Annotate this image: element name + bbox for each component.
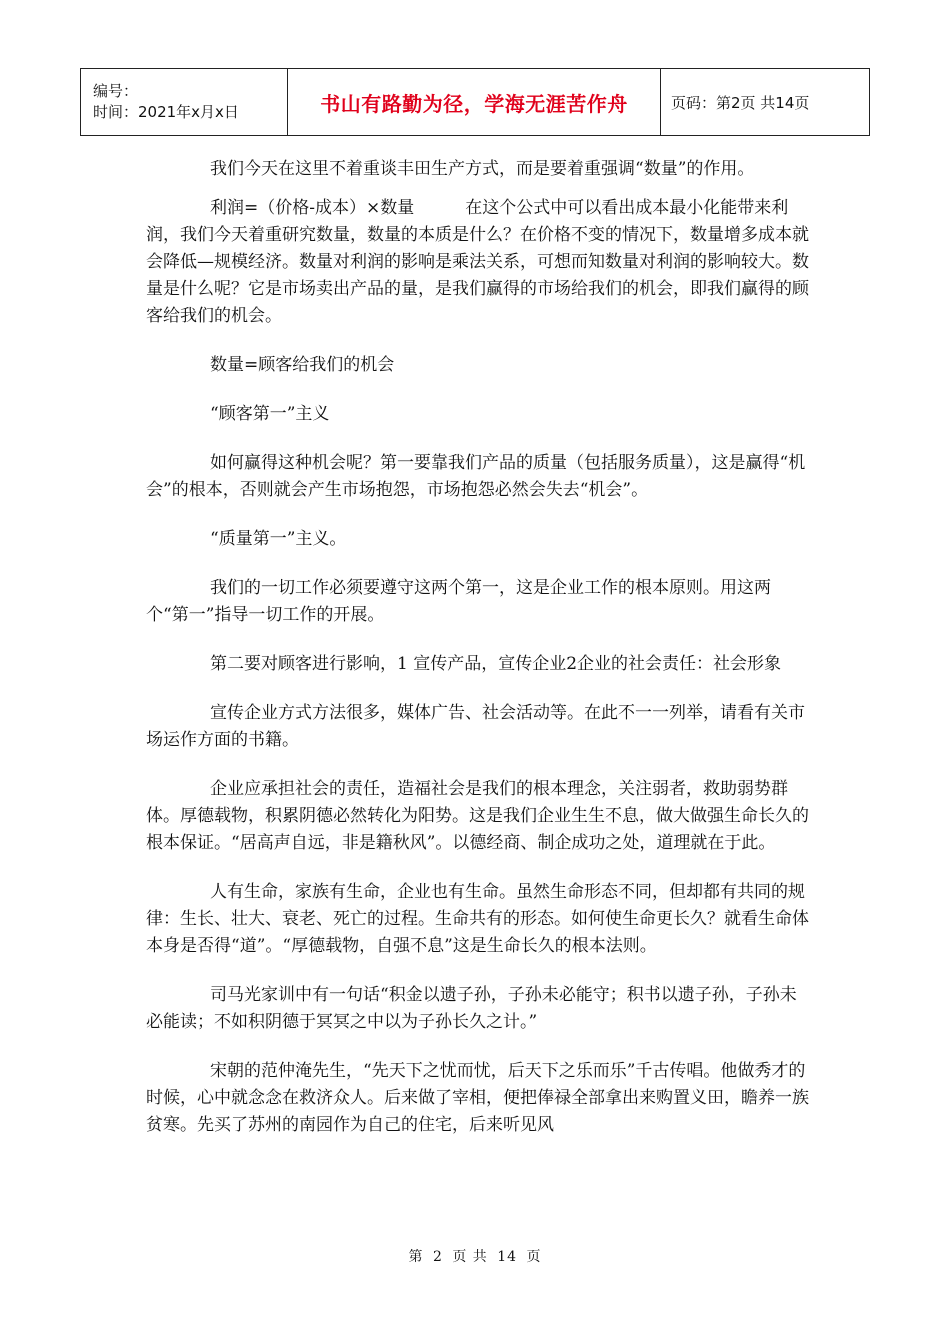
paragraph: 数量=顾客给我们的机会 [210,355,395,375]
document-body [146,156,810,1161]
footer-page-number: 2 [432,1249,443,1265]
paragraph: 我们今天在这里不着重谈丰田生产方式，而是要着重强调“数量”的作用。 [210,159,755,179]
paragraph: 人有生命，家族有生命，企业也有生命。虽然生命形态不同，但却都有共同的规律：生长、壮大、衰老、死亡的过程。生命共有的形态。如何使生命更长久？就看生命体本身是否得“道”。“厚德载物，自强不息”这是生命长久的根本法则。 [146,882,809,956]
header-meta [81,69,288,136]
paragraph: 司马光家训中有一句话“积金以遗子孙，子孙未必能守；积书以遗子孙，子孙未必能读；不如积阴德于冥冥之中以为子孙长久之计。” [146,985,797,1032]
footer-mid: 页 共 [452,1249,488,1265]
paragraph: “顾客第一”主义 [210,404,330,424]
header-motto: 书山有路勤为径，学海无涯苦作舟 [288,69,661,136]
date-label: 时间：2021年x月x日 [93,103,239,121]
paragraph: “质量第一”主义。 [210,529,347,549]
footer-suffix: 页 [526,1249,542,1265]
document-header [80,68,870,136]
paragraph: 企业应承担社会的责任，造福社会是我们的根本理念，关注弱者，救助弱势群体。厚德载物，积累阴德必然转化为阳势。这是我们企业生生不息，做大做强生命长久的根本保证。“居高声自远，非是籍秋风”。以德经商、制企成功之处，道理就在于此。 [146,779,809,853]
header-page-info: 页码：第2页 共14页 [661,69,870,136]
paragraph: 我们的一切工作必须要遵守这两个第一，这是企业工作的根本原则。用这两个“第一”指导一切工作的开展。 [146,578,771,625]
paragraph: 第二要对顾客进行影响，1 宣传产品，宣传企业2企业的社会责任：社会形象 [210,654,782,674]
footer-prefix: 第 [408,1249,424,1265]
paragraph: 利润=（价格-成本）×数量 在这个公式中可以看出成本最小化能带来利润，我们今天着重研究数量，数量的本质是什么？在价格不变的情况下，数量增多成本就会降低—规模经济。数量对利润的影响是乘法关系，可想而知数量对利润的影响较大。数量是什么呢？它是市场卖出产品的量，是我们赢得的市场给我们的机会，即我们赢得的顾客给我们的机会。 [146,198,809,326]
page-footer [0,1246,950,1266]
paragraph: 宋朝的范仲淹先生，“先天下之忧而忧，后天下之乐而乐”千古传唱。他做秀才的时候，心中就念念在救济众人。后来做了宰相，便把俸禄全部拿出来购置义田，瞻养一族贫寒。先买了苏州的南园作为自己的住宅，后来听见风 [146,1061,809,1135]
number-label: 编号： [93,82,139,100]
paragraph: 宣传企业方式方法很多，媒体广告、社会活动等。在此不一一列举，请看有关市场运作方面的书籍。 [146,703,805,750]
footer-page-total: 14 [497,1249,518,1265]
paragraph: 如何赢得这种机会呢？第一要靠我们产品的质量（包括服务质量），这是赢得“机会”的根本，否则就会产生市场抱怨，市场抱怨必然会失去“机会”。 [146,453,806,500]
